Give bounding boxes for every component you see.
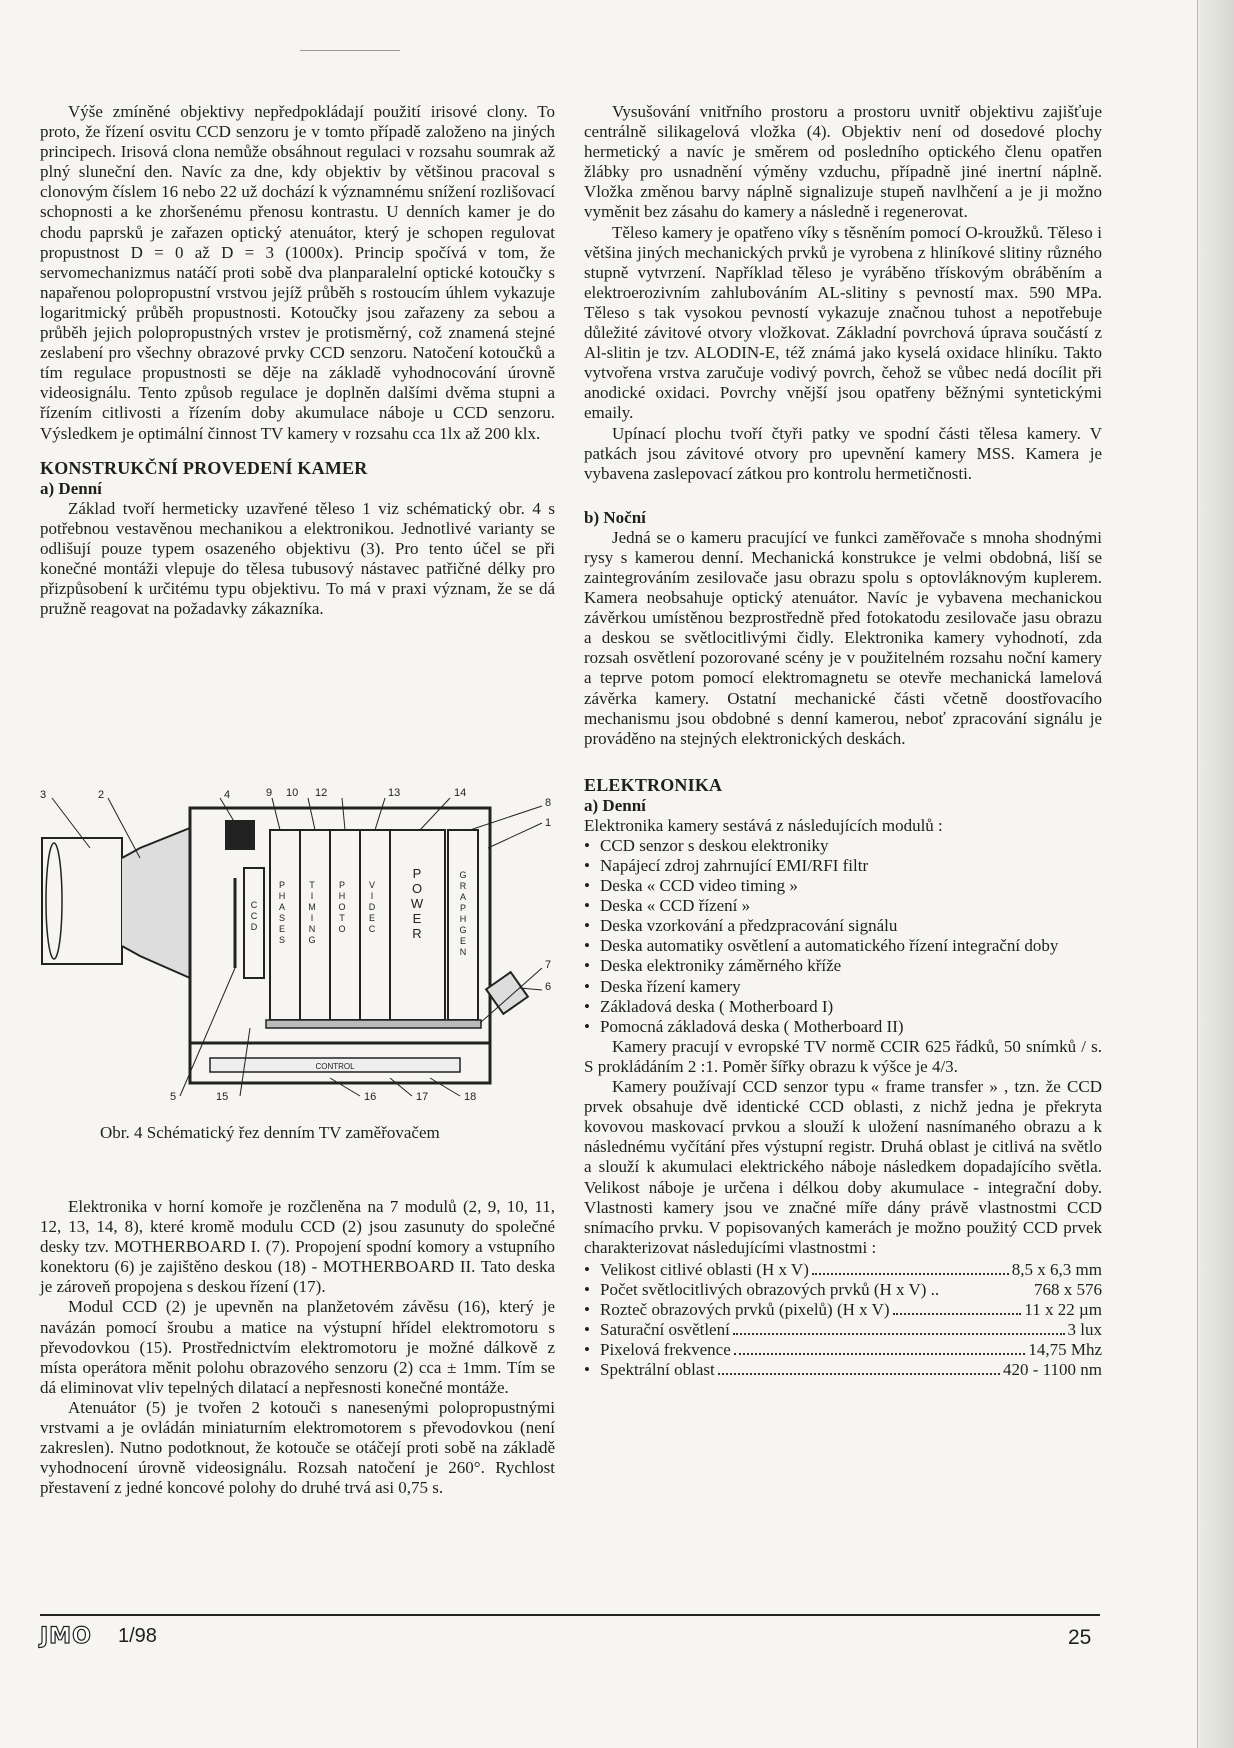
section-heading-construction: KONSTRUKČNÍ PROVEDENÍ KAMER xyxy=(40,457,368,478)
paragraph-electronics-modules: Elektronika v horní komoře je rozčleněna na 7 modulů (2, 9, 10, 11, 12, 13, 14, 8), které kromě modulu CCD (2) jsou zasunuty do společné desky tzv. MOTHERBOARD I. (7). Propojení spodní komory a vstupního konektoru (6) je zajištěno deskou (18) - MOTHERBOARD II. Tato deska je zároveň propojena s deskou řízení (17). xyxy=(40,1197,555,1297)
schematic-diagram xyxy=(30,768,570,1108)
right-column xyxy=(584,102,1102,1380)
list-item: • Deska elektroniky záměrného kříže xyxy=(584,956,1102,976)
spec-row xyxy=(584,1320,1102,1340)
board-label-photo-4: T xyxy=(339,913,345,923)
board-label-graphgen: G xyxy=(459,870,467,880)
motherboard-1 xyxy=(266,1020,481,1028)
callout-numbers xyxy=(40,787,551,1103)
board-label-graphgen-5: H xyxy=(459,914,467,924)
board-label-videc: V xyxy=(368,880,376,890)
spec-label: • Počet světlocitlivých obrazových prvků (H x V) .. xyxy=(600,1279,940,1299)
board-label-timing-5: N xyxy=(308,924,316,934)
board-label-timing-3: M xyxy=(308,902,316,912)
spec-label: • Pixelová frekvence xyxy=(600,1340,731,1360)
left-column xyxy=(40,102,555,619)
board-label-graphgen-2: R xyxy=(459,881,467,891)
board-label-timing-4: I xyxy=(310,913,314,923)
board-label-power: P xyxy=(412,866,422,881)
paragraph-mounting: Upínací plochu tvoří čtyři patky ve spodní části tělesa kamery. V patkách jsou závitové otvory pro upevnění kamery MSS. Kamera je vybavena zaslepovací zátkou pro kontrolu hermetičnosti. xyxy=(584,423,1102,483)
spec-value: 768 x 576 xyxy=(1034,1279,1102,1299)
board-label-phases-6: S xyxy=(278,935,286,945)
board-label-videc-4: E xyxy=(368,913,376,923)
paragraph-attenuator: Atenuátor (5) je tvořen 2 kotouči s nanesenými polopropustnými vrstvami a je ovládán miniaturním elektromotorem s převodovkou (není zakreslen). Nutno podotknout, že kotouče se otáčejí proti sobě na základě vyhodnocení úrovně videosignálu. Rozsah natočení je 260°. Rychlost přestavení z jedné koncové polohy do druhé trvá asi 0,75 s. xyxy=(40,1397,555,1498)
callout-7: 7 xyxy=(545,959,552,971)
list-item: • Deska vzorkování a předzpracování signálu xyxy=(584,916,1102,936)
board-labels xyxy=(251,866,467,957)
board-label-photo: P xyxy=(338,880,346,890)
callout-16: 16 xyxy=(364,1091,377,1103)
ccd-label-3: D xyxy=(250,922,258,932)
board-label-graphgen-8: N xyxy=(459,947,467,957)
board-label-graphgen-3: A xyxy=(459,892,467,902)
paragraph-body-construction: Základ tvoří hermeticky uzavřené těleso 1 viz schématický obr. 4 s potřebnou vestavěnou mechanikou a elektronikou. Jednotlivé varianty se odlišují pouze typem osazeného objektivu (3). Pro tento účel se při konečné montáži vlepuje do tělesa tubusový nástavec patřičné délky pro přizpůsobení k určitému typu objektivu. To má v praxi význam, že se dá pružně reagovat na požadavky zákazníka. xyxy=(40,498,555,619)
paragraph-night-camera: Jedná se o kameru pracující ve funkci zaměřovače s mnoha shodnými rysy s kamerou denní. Mechanická konstrukce je velmi obdobná, liší se zaintegrováním zesilovače jasu obrazu spolu s optovláknovým kuplerem. Kamera neobsahuje optický atenuátor. Navíc je vybavena mechanickou závěrkou umístěnou bezprostředně před fotokatodu zesilovače jasu obrazu a deskou se světlocitlivými čidly. Elektronika kamery vyhodnotí, zda rozsah osvětlení pozorované scény je v použitelném rozsahu noční kamery a teprve potom pomocí elektromagnetu se otevře mechanická lamelová závěrka kamery. Ostatní mechanické části včetně doostřovacího mechanismu jsou obdobné s denní kamerou, neboť zpracování signálu je prováděno na stejných elektronických deskách. xyxy=(584,527,1102,748)
spec-value: 420 - 1100 nm xyxy=(1002,1360,1102,1380)
figure-caption: Obr. 4 Schématický řez denním TV zaměřovačem xyxy=(100,1123,440,1142)
paragraph-ccd-sensor: Kamery používají CCD senzor typu « frame transfer » , tzn. že CCD prvek obsahuje dvě identické CCD oblasti, z nichž jedna je překryta kovovou maskovací prvkou a slouží k uložení nasnímaného obrazu a k následnému vyčítání přes výstupní registr. Druhá oblast je citlivá na světlo a slouží k akumulaci elektrického náboje následkem dopadajícího světla. Velikost náboje je určena i délkou doby akumulace - integrační doby. Vlastnosti kamery jsou ve značné míře dány právě vlastnostmi CCD snímacího prvku. V popisovaných kamerách je možno použitý CCD prvek charakterizovat následujícími vlastnostmi : xyxy=(584,1077,1102,1257)
spec-label: • Spektrální oblast xyxy=(600,1360,715,1380)
callout-2: 2 xyxy=(98,789,105,801)
subheading-electronics-day: a) Denní xyxy=(584,795,646,815)
module-list xyxy=(584,836,1102,1037)
callout-12: 12 xyxy=(315,787,328,799)
spec-value: 14,75 Mhz xyxy=(1028,1340,1102,1360)
callout-18: 18 xyxy=(464,1091,477,1103)
board-label-timing-6: G xyxy=(308,935,316,945)
list-item: • CCD senzor s deskou elektroniky xyxy=(584,836,1102,856)
list-item: • Pomocná základová deska ( Motherboard II) xyxy=(584,1017,1102,1037)
figure-schematic xyxy=(30,768,570,1108)
subheading-night: b) Noční xyxy=(584,507,646,527)
page-edge xyxy=(1197,0,1234,1748)
spec-value: 3 lux xyxy=(1067,1320,1102,1340)
board-label-videc-2: I xyxy=(370,891,374,901)
board-label-photo-5: O xyxy=(338,924,346,934)
spec-value: 8,5 x 6,3 mm xyxy=(1011,1259,1102,1279)
board-label-graphgen-6: G xyxy=(459,925,467,935)
board-label-graphgen-7: E xyxy=(459,936,467,946)
board-label-power-4: E xyxy=(412,911,422,926)
callout-9: 9 xyxy=(266,787,273,799)
spec-row xyxy=(584,1260,1102,1280)
spec-label: • Rozteč obrazových prvků (pixelů) (H x V) xyxy=(600,1300,890,1320)
page-number: 25 xyxy=(1068,1626,1092,1649)
input-connector xyxy=(486,972,528,1014)
board-label-phases-3: A xyxy=(278,902,286,912)
board-label-timing-2: I xyxy=(310,891,314,901)
section-heading-electronics: ELEKTRONIKA xyxy=(584,774,723,795)
left-column-lower xyxy=(40,1197,555,1498)
spec-label: • Saturační osvětlení xyxy=(600,1320,730,1340)
list-item: • Deska « CCD řízení » xyxy=(584,896,1102,916)
callout-14: 14 xyxy=(454,787,467,799)
lens-element xyxy=(46,843,62,959)
ccd-label: C xyxy=(250,900,258,910)
board-label-videc-5: C xyxy=(368,924,376,934)
list-item: • Deska automatiky osvětlení a automatického řízení integrační doby xyxy=(584,936,1102,956)
list-item: • Deska řízení kamery xyxy=(584,977,1102,997)
objective-lens xyxy=(42,838,122,964)
paragraph-tv-standard: Kamery pracují v evropské TV normě CCIR 625 řádků, 50 snímků / s. S prokládáním 2 :1. Poměr šířky obrazu k výšce je 4/3. xyxy=(584,1036,1102,1076)
list-item: • Základová deska ( Motherboard I) xyxy=(584,997,1102,1017)
list-item: • Deska « CCD video timing » xyxy=(584,876,1102,896)
board-label-phases-2: H xyxy=(278,891,286,901)
callout-15: 15 xyxy=(216,1091,229,1103)
control-label: CONTROL xyxy=(315,1062,355,1071)
board-label-graphgen-4: P xyxy=(459,903,467,913)
callout-3: 3 xyxy=(40,789,47,801)
desiccant-insert xyxy=(225,820,255,850)
callout-10: 10 xyxy=(286,787,299,799)
paragraph-attenuator-intro: Výše zmíněné objektivy nepředpokládají použití irisové clony. To proto, že řízení osvitu CCD senzoru je v tomto případě založeno na jiných principech. Irisová clona nemůže obsáhnout regulaci v rozsahu soumrak až plný sluneční den. Navíc za dne, kdy objektiv by většinou pracoval s clonovým číslem 16 nebo 22 už dochází k významnému snížení rozlišovací schopnosti a ke zhoršenému přenosu kontrastu. U denních kamer je do chodu paprsků je zařazen optický atenuátor, který je schopen regulovat propustnost D = 0 až D = 3 (1000x). Princip spočívá v tom, že servomechanizmus natáčí proti sobě dva planparalelní optické kotoučky s napařenou polopropustní vrstvou jejíž průběh s rostoucím úhlem vykazuje logaritmický průběh propustnosti. Kotoučky jsou zařazeny za sebou a průběh jejich polopropustných vrstev je protisměrný, což znamená stejné zeslabení pro všechny obrazové prvky CCD senzoru. Natočení kotoučků a tím regulace propustnosti se děje na základě vyhodnocování úrovně videosignálu. Tento způsob regulace je doplněn dalšími dvěma stupni a řízením citlivosti a řízením doby akumulace náboje u CCD senzoru. Výsledkem je optimální činnost TV kamery v rozsahu cca 1lx až 200 klx. xyxy=(40,102,555,443)
board-label-photo-3: O xyxy=(338,902,346,912)
spec-row xyxy=(584,1340,1102,1360)
board-label-timing: T xyxy=(309,880,315,890)
paragraph-ccd-mount: Modul CCD (2) je upevněn na planžetovém závěsu (16), který je navázán pomocí šroubu a matice na výstupní hřídel elektromotoru s převodovkou (15). Prostřednictvím elektromotoru je možné dálkově z místa operátora měnit polohu obrazového senzoru (2) cca ± 1mm. Tím se dá eliminovat vliv tepelných dilatací a nepřesnosti konečné montáže. xyxy=(40,1297,555,1397)
journal-logo: JMO xyxy=(40,1624,92,1649)
callout-17: 17 xyxy=(416,1091,429,1103)
board-label-videc-3: D xyxy=(368,902,376,912)
callout-13: 13 xyxy=(388,787,401,799)
board-label-power-2: O xyxy=(411,881,423,896)
paragraph-modules-intro: Elektronika kamery sestává z následujících modulů : xyxy=(584,815,943,835)
subheading-day: a) Denní xyxy=(40,478,102,498)
spec-list xyxy=(584,1260,1102,1381)
spec-row xyxy=(584,1300,1102,1320)
paragraph-housing: Těleso kamery je opatřeno víky s těsněním pomocí O-kroužků. Těleso i většina jiných mechanických prvků je vyrobena z hliníkové slitiny různého stupně vytvrzení. Například těleso je vyráběno třískovým obráběním a elektroerozivním zahlubováním AL-slitiny s pevností max. 590 MPa. Těleso s tak vysokou pevností vykazuje značnou tuhost a nepotřebuje důležité závitové otvory vložkovat. Základní povrchová úprava součástí z Al-slitin je tzv. ALODIN-E, též známá jako kyselá oxidace hliníku. Takto vytvořena vrstva zaručuje vodivý povrch, čehož se vůbec nedá docílit při anodické oxidaci. Povrchy vnější jsou opatřeny běžnými syntetickými emaily. xyxy=(584,222,1102,423)
board-label-photo-2: H xyxy=(338,891,346,901)
spec-row xyxy=(584,1360,1102,1380)
spec-value: 11 x 22 µm xyxy=(1024,1300,1102,1320)
callout-8: 8 xyxy=(545,797,552,809)
board-label-phases-4: S xyxy=(278,913,286,923)
issue-number: 1/98 xyxy=(118,1625,157,1647)
board-label-power-5: R xyxy=(412,926,422,941)
board-label-phases: P xyxy=(278,880,286,890)
spec-row xyxy=(584,1280,1102,1300)
callout-5: 5 xyxy=(170,1091,177,1103)
board-label-power-3: W xyxy=(410,896,424,911)
callout-4: 4 xyxy=(224,789,231,801)
spec-label: • Velikost citlivé oblasti (H x V) xyxy=(600,1259,809,1279)
ccd-label-2: C xyxy=(250,911,258,921)
decorative-rule xyxy=(300,50,400,51)
callout-1: 1 xyxy=(545,817,552,829)
callout-6: 6 xyxy=(545,981,552,993)
list-item: • Napájecí zdroj zahrnující EMI/RFI filtr xyxy=(584,856,1102,876)
board-label-phases-5: E xyxy=(278,924,286,934)
footer-rule xyxy=(40,1614,1100,1616)
lens-tube xyxy=(122,828,190,978)
paragraph-desiccant: Vysušování vnitřního prostoru a prostoru uvnitř objektivu zajišťuje centrálně silikagelová vložka (4). Objektiv není od dosedové plochy hermetický a navíc je směrem od posledního optického členu opatřen žlábky pro usnadnění výměny vzduchu, případně jiné inertní náplně. Vložka změnou barvy náplně signalizuje stupeň navlhčení a je ji možno vyměnit bez zásahu do kamery a následně i regenerovat. xyxy=(584,102,1102,222)
